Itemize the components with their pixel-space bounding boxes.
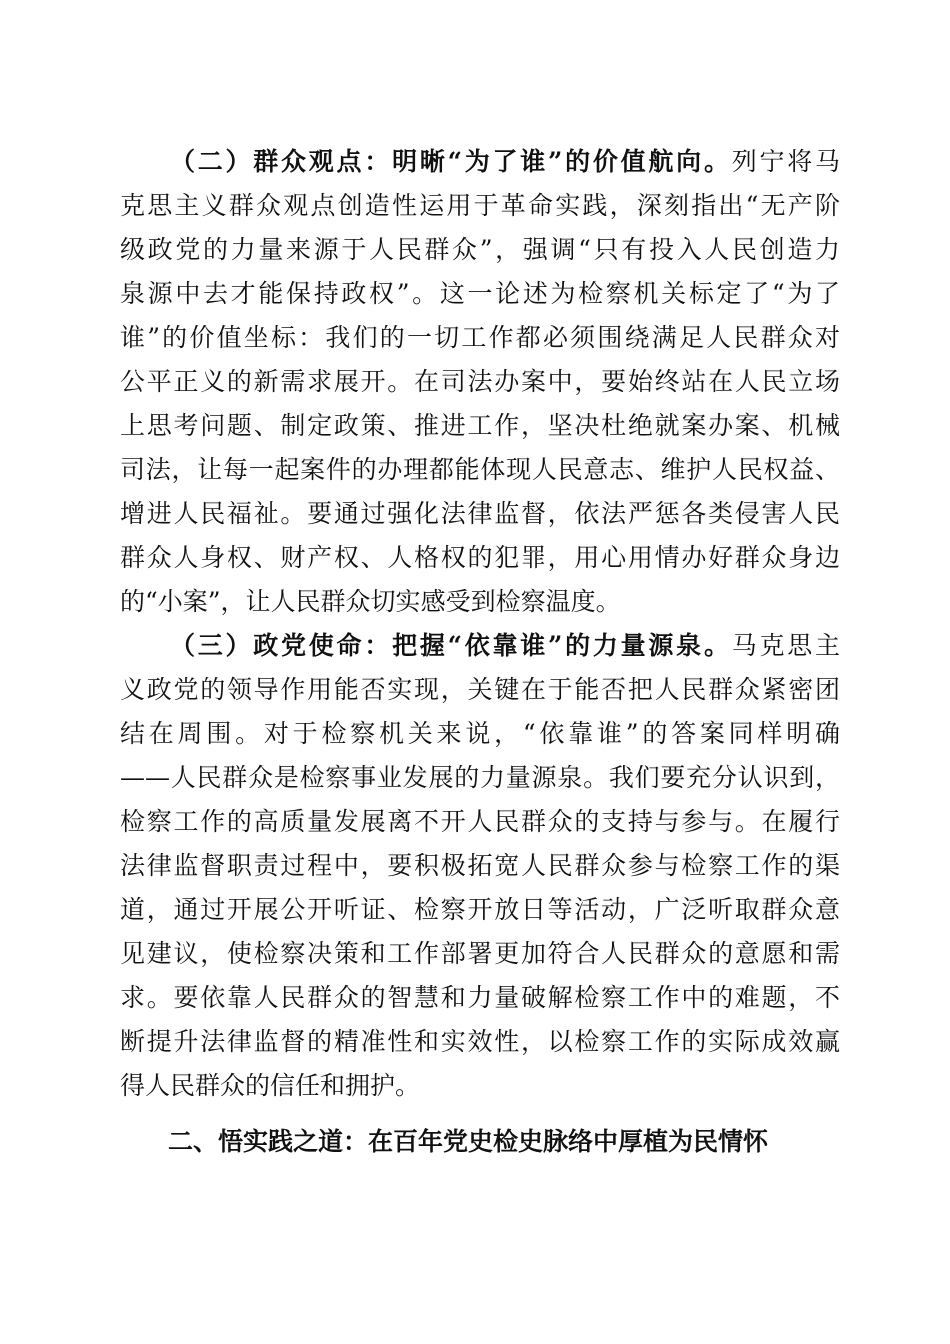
paragraph-line: 泉源中去才能保持政权”。这一论述为检察机关标定了“为了 bbox=[120, 279, 840, 308]
paragraph-line: 公平正义的新需求展开。在司法办案中，要始终站在人民立场 bbox=[120, 367, 840, 396]
paragraph-line: 道，通过开展公开听证、检察开放日等活动，广泛听取群众意 bbox=[120, 895, 840, 924]
paragraph-line: 断提升法律监督的精准性和实效性，以检察工作的实际成效赢 bbox=[120, 1027, 840, 1056]
paragraph-line: 检察工作的高质量发展离不开人民群众的支持与参与。在履行 bbox=[120, 807, 840, 836]
paragraph-line: ——人民群众是检察事业发展的力量源泉。我们要充分认识到， bbox=[120, 763, 840, 792]
paragraph-line: 增进人民福祉。要通过强化法律监督，依法严惩各类侵害人民 bbox=[120, 499, 840, 528]
paragraph-line bbox=[170, 142, 840, 182]
paragraph-line: 义政党的领导作用能否实现，关键在于能否把人民群众紧密团 bbox=[120, 675, 840, 704]
paragraph-line: 求。要依靠人民群众的智慧和力量破解检察工作中的难题，不 bbox=[120, 983, 840, 1012]
subsection-title: （三）政党使命：把握“依靠谁”的力量源泉。 bbox=[170, 631, 732, 660]
paragraph-text: 马克思主 bbox=[731, 631, 840, 660]
paragraph-line: 克思主义群众观点创造性运用于革命实践，深刻指出“无产阶 bbox=[120, 191, 840, 220]
paragraph-line: 的“小案”，让人民群众切实感受到检察温度。 bbox=[120, 587, 621, 616]
paragraph-line: 司法，让每一起案件的办理都能体现人民意志、维护人民权益、 bbox=[120, 455, 840, 484]
section-heading: 二、悟实践之道：在百年党史检史脉络中厚植为民情怀 bbox=[168, 1127, 769, 1156]
subsection-title: （二）群众观点：明晰“为了谁”的价值航向。 bbox=[170, 147, 732, 176]
paragraph-line: 群众人身权、财产权、人格权的犯罪，用心用情办好群众身边 bbox=[120, 543, 840, 572]
paragraph-line: 上思考问题、制定政策、推进工作，坚决杜绝就案办案、机械 bbox=[120, 411, 840, 440]
paragraph-line: 法律监督职责过程中，要积极拓宽人民群众参与检察工作的渠 bbox=[120, 851, 840, 880]
paragraph-line: 谁”的价值坐标：我们的一切工作都必须围绕满足人民群众对 bbox=[120, 323, 840, 352]
paragraph-line: 级政党的力量来源于人民群众”，强调“只有投入人民创造力 bbox=[120, 235, 840, 264]
paragraph-line: 见建议，使检察决策和工作部署更加符合人民群众的意愿和需 bbox=[120, 939, 840, 968]
paragraph-text: 列宁将马 bbox=[731, 147, 840, 176]
paragraph-line bbox=[170, 626, 840, 666]
paragraph-line: 得人民群众的信任和拥护。 bbox=[120, 1071, 421, 1100]
paragraph-line: 结在周围。对于检察机关来说，“依靠谁”的答案同样明确 bbox=[120, 719, 840, 748]
